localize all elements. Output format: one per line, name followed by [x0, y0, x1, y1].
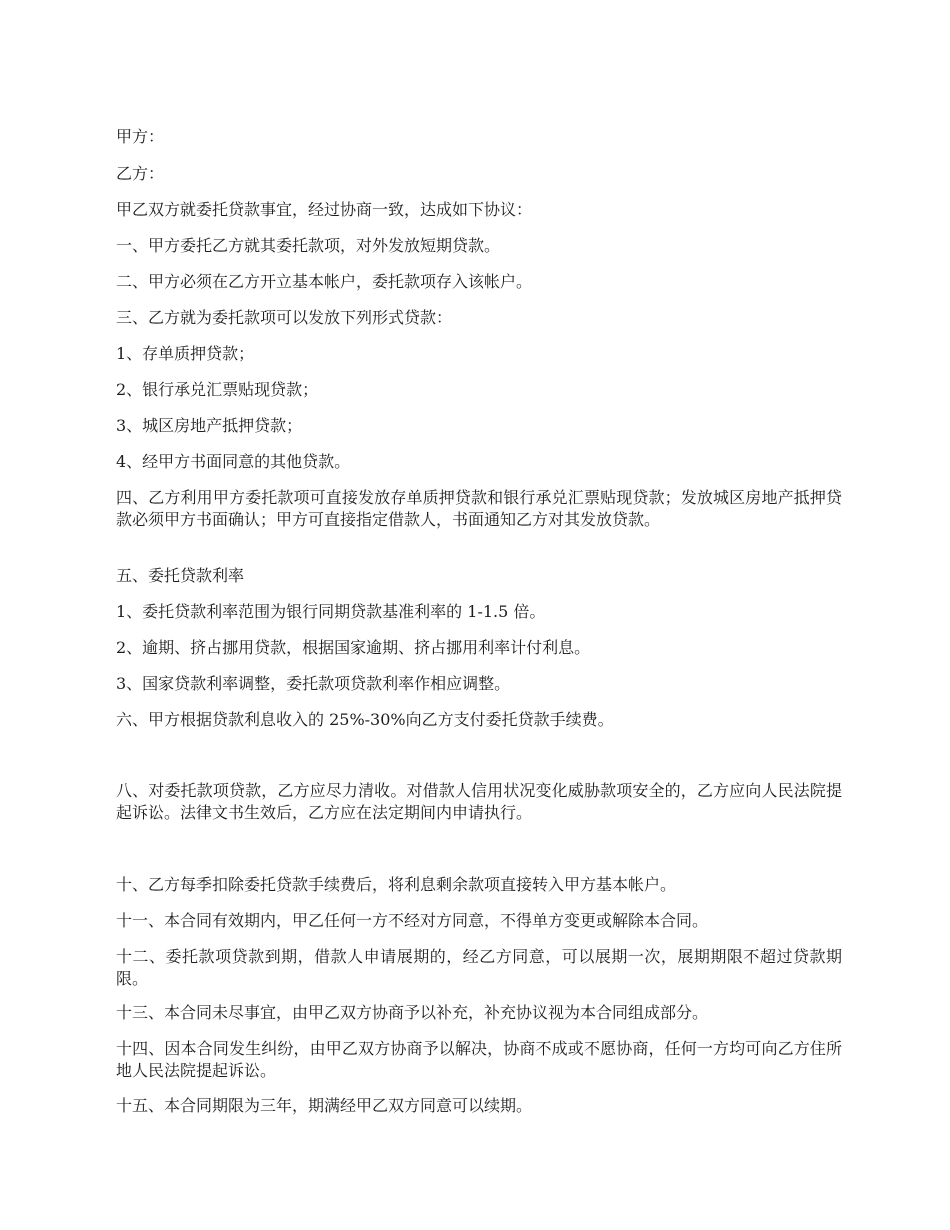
clause-5-item-3: 3、国家贷款利率调整，委托款项贷款利率作相应调整。 [116, 674, 511, 693]
clause-2: 二、甲方必须在乙方开立基本帐户，委托款项存入该帐户。 [116, 272, 533, 291]
clause-8: 八、对委托款项贷款，乙方应尽力清收。对借款人信用状况变化威胁款项安全的，乙方应向人民法院提起诉讼。法律文书生效后，乙方应在法定期间内申请执行。 [116, 781, 842, 822]
clause-13: 十三、本合同未尽事宜，由甲乙双方协商予以补充，补充协议视为本合同组成部分。 [116, 1003, 709, 1022]
clause-5-item-1: 1、委托贷款利率范围为银行同期贷款基准利率的 1-1.5 倍。 [116, 602, 546, 621]
clause-12: 十二、委托款项贷款到期，借款人申请展期的，经乙方同意，可以展期一次，展期期限不超过贷款期限。 [116, 947, 842, 988]
clause-11: 十一、本合同有效期内，甲乙任何一方不经对方同意，不得单方变更或解除本合同。 [116, 911, 709, 930]
clause-5-item-2: 2、逾期、挤占挪用贷款，根据国家逾期、挤占挪用利率计付利息。 [116, 638, 591, 657]
clause-3-item-4: 4、经甲方书面同意的其他贷款。 [116, 452, 351, 471]
clause-3: 三、乙方就为委托款项可以发放下列形式贷款： [116, 308, 453, 327]
agreement-intro: 甲乙双方就委托贷款事宜，经过协商一致，达成如下协议： [116, 200, 533, 219]
clause-6: 六、甲方根据贷款利息收入的 25%-30%向乙方支付委托贷款手续费。 [116, 710, 614, 729]
clause-1: 一、甲方委托乙方就其委托款项，对外发放短期贷款。 [116, 236, 501, 255]
clause-5: 五、委托贷款利率 [116, 566, 245, 585]
clause-10: 十、乙方每季扣除委托贷款手续费后，将利息剩余款项直接转入甲方基本帐户。 [116, 875, 677, 894]
clause-4: 四、乙方利用甲方委托款项可直接发放存单质押贷款和银行承兑汇票贴现贷款；发放城区房地产抵押贷款必须甲方书面确认；甲方可直接指定借款人，书面通知乙方对其发放贷款。 [116, 488, 842, 529]
clause-3-item-1: 1、存单质押贷款； [116, 344, 255, 363]
clause-15: 十五、本合同期限为三年，期满经甲乙双方同意可以续期。 [116, 1096, 533, 1115]
clause-3-item-3: 3、城区房地产抵押贷款； [116, 416, 303, 435]
clause-3-item-2: 2、银行承兑汇票贴现贷款； [116, 380, 319, 399]
clause-14: 十四、因本合同发生纠纷，由甲乙双方协商予以解决，协商不成或不愿协商，任何一方均可向乙方住所地人民法院提起诉讼。 [116, 1039, 842, 1080]
party-a-line: 甲方： [116, 127, 165, 146]
party-b-line: 乙方： [116, 164, 165, 183]
